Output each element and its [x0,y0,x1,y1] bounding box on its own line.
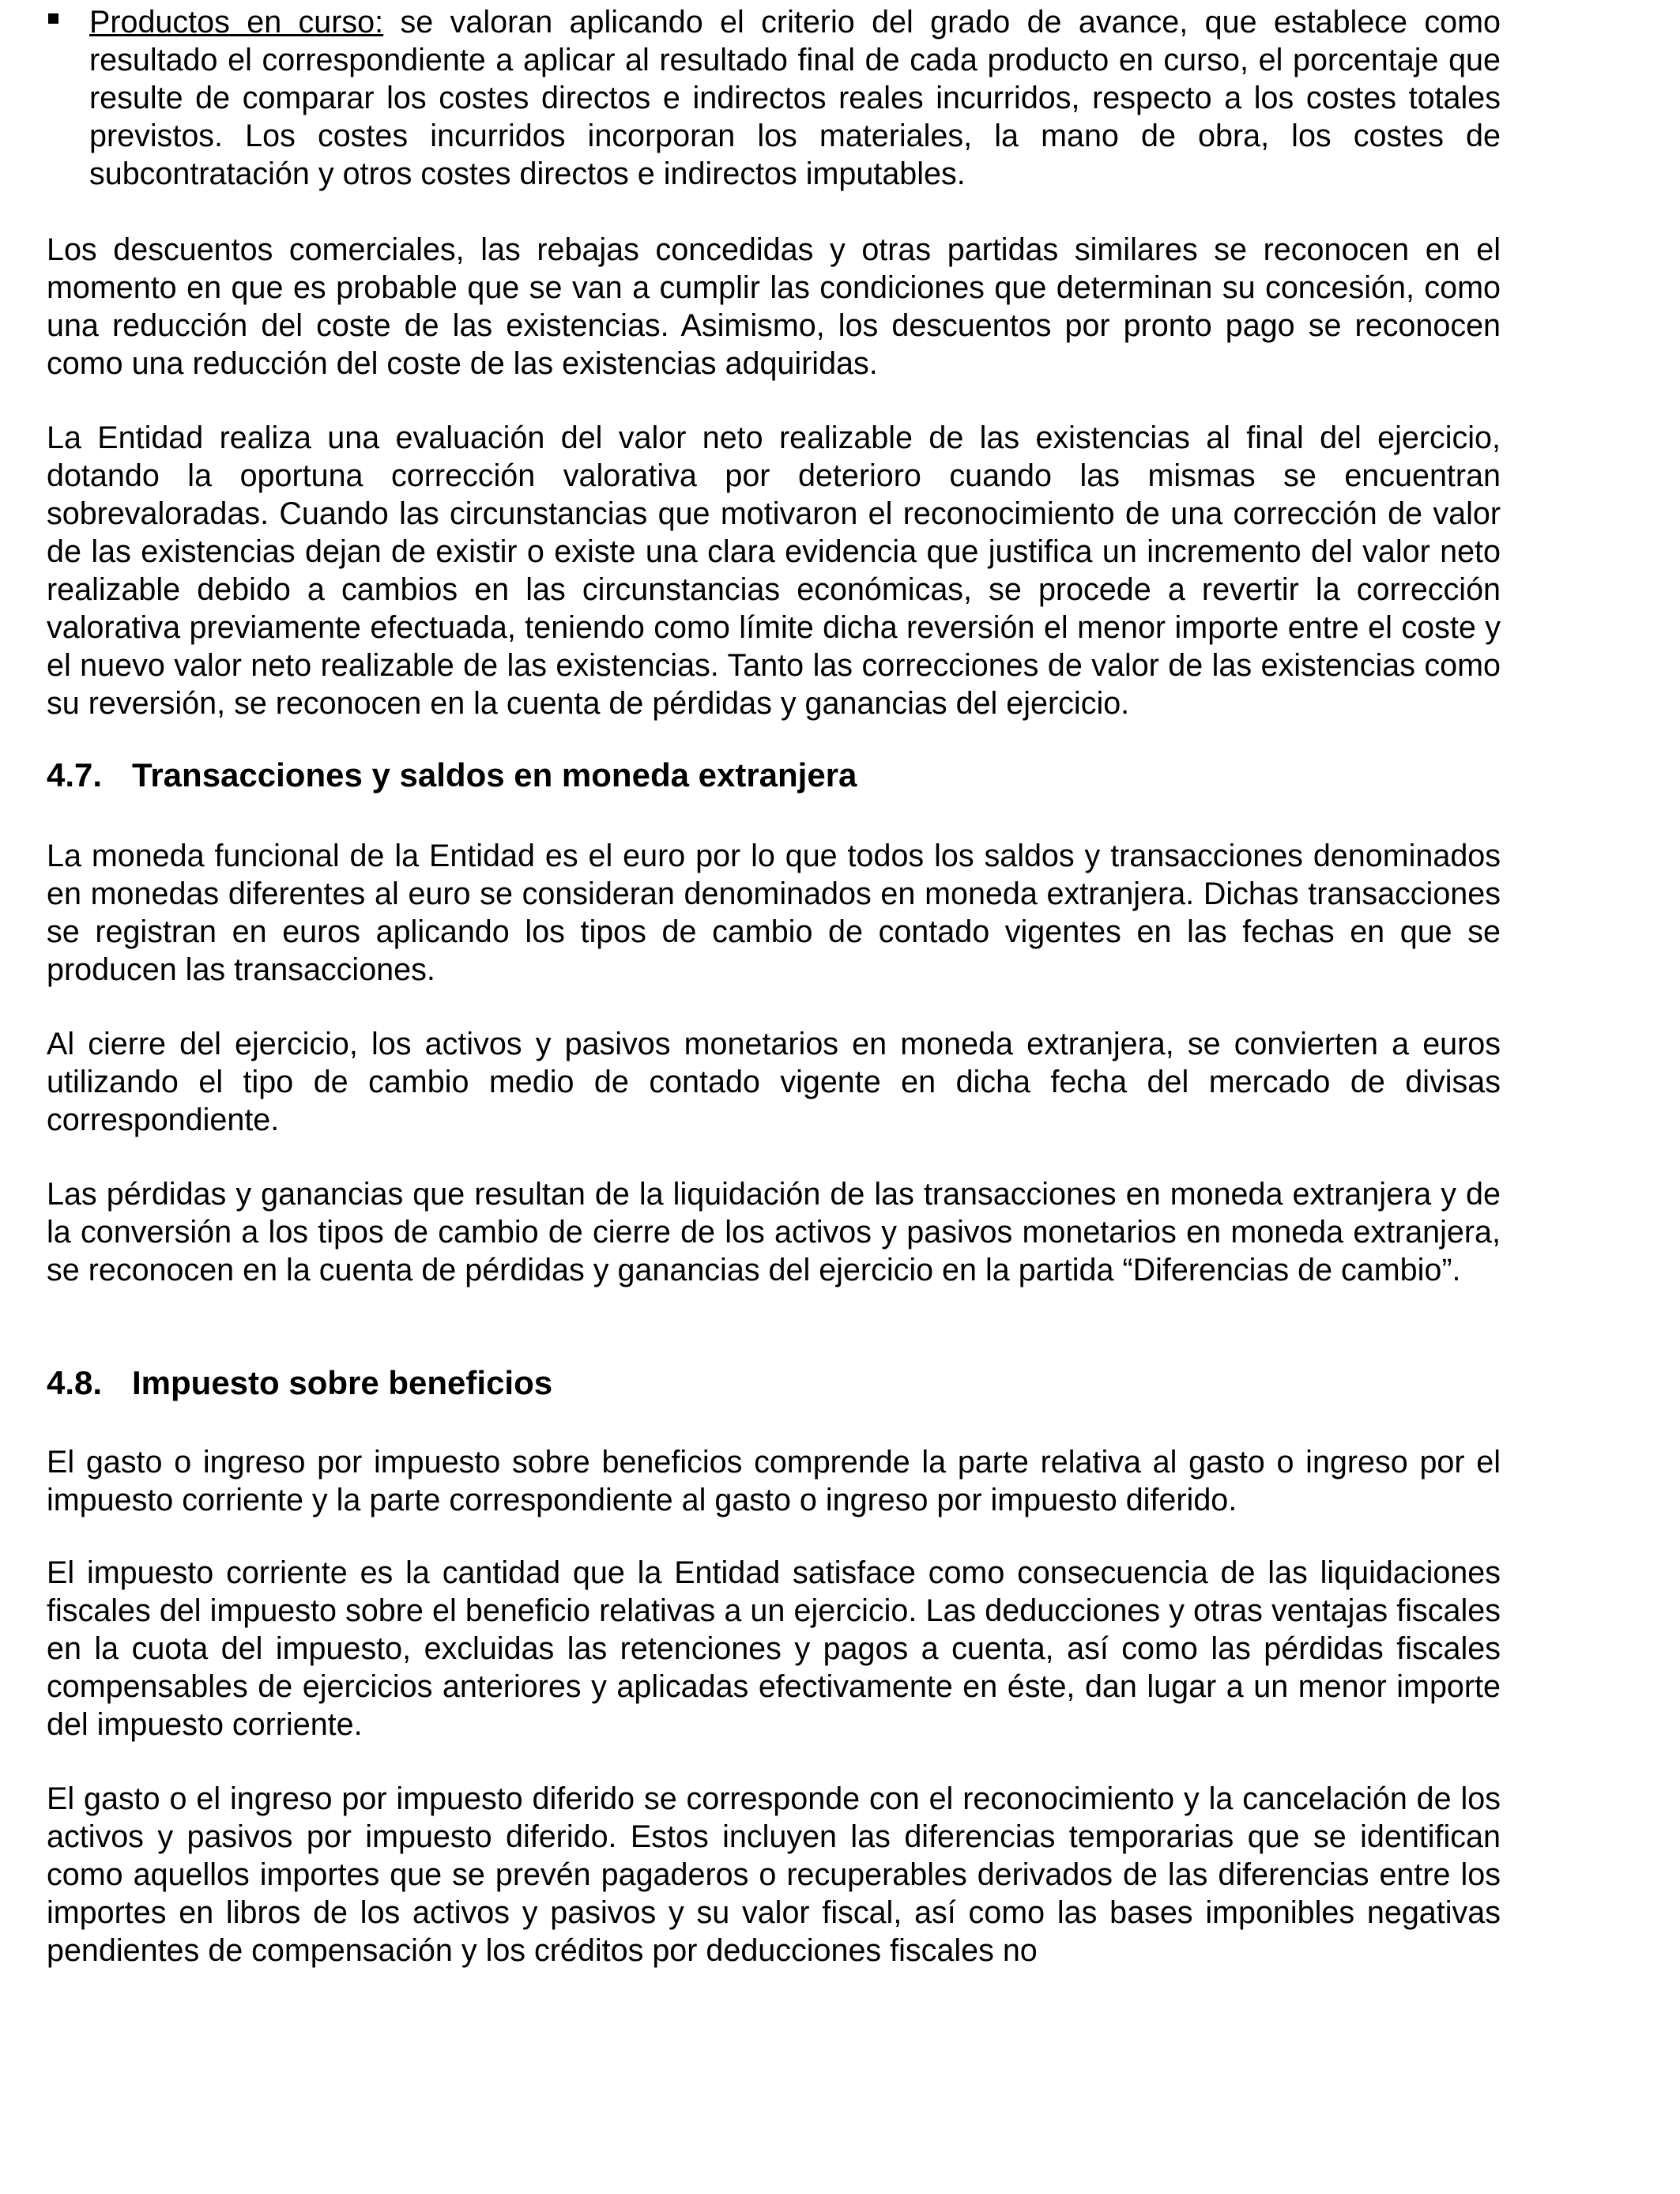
paragraph-impuesto-diferido: El gasto o el ingreso por impuesto diferido se corresponde con el reconocimiento y la cancelación de los activos y pasivos por impuesto diferido. Estos incluyen las diferencias temporarias que se identifican como aquellos importes que se prevén pagaderos o recuperables derivados de las diferencias entre los importes en libros de los activos y pasivos y su valor fiscal, así como las bases imponibles negativas pendientes de compensación y los créditos por deducciones fiscales no [47,1781,1501,1968]
paragraph-impuesto-corriente: El impuesto corriente es la cantidad que la Entidad satisface como consecuencia de las liquidaciones fiscales del impuesto sobre el beneficio relativas a un ejercicio. Las deducciones y otras ventajas fiscales en la cuota del impuesto, excluidas las retenciones y pagos a cuenta, así como las pérdidas fiscales compensables de ejercicios anteriores y aplicadas efectivamente en éste, dan lugar a un menor importe del impuesto corriente. [47,1555,1501,1742]
section-title: Transacciones y saldos en moneda extranjera [132,756,857,794]
section-heading-4-8 [47,1363,552,1404]
section-heading-4-7 [47,755,857,796]
paragraph-perdidas-ganancias: Las pérdidas y ganancias que resultan de la liquidación de las transacciones en moneda extranjera y de la conversión a los tipos de cambio de cierre de los activos y pasivos monetarios en moneda extranjera, se reconocen en la cuenta de pérdidas y ganancias del ejercicio en la partida “Diferencias de cambio”. [47,1177,1501,1287]
section-number: 4.7. [47,756,103,794]
square-bullet-icon [48,13,58,24]
paragraph-valor-neto-realizable: La Entidad realiza una evaluación del valor neto realizable de las existencias al final del ejercicio, dotando la oportuna corrección valorativa por deterioro cuando las mismas se encuentran sobrevaloradas. Cuando las circunstancias que motivaron el reconocimiento de una corrección de valor de las existencias dejan de existir o existe una clara evidencia que justifica un incremento del valor neto realizable debido a cambios en las circunstancias económicas, se procede a revertir la corrección valorativa previamente efectuada, teniendo como límite dicha reversión el menor importe entre el coste y el nuevo valor neto realizable de las existencias. Tanto las correcciones de valor de las existencias como su reversión, se reconocen en la cuenta de pérdidas y ganancias del ejercicio. [47,420,1501,721]
paragraph-gasto-ingreso: El gasto o ingreso por impuesto sobre beneficios comprende la parte relativa al gasto o ingreso por el impuesto corriente y la parte correspondiente al gasto o ingreso por impuesto diferido. [47,1445,1501,1517]
paragraph-moneda-funcional: La moneda funcional de la Entidad es el euro por lo que todos los saldos y transacciones denominados en monedas diferentes al euro se consideran denominados en moneda extranjera. Dichas transacciones se registran en euros aplicando los tipos de cambio de contado vigentes en las fechas en que se producen las transacciones. [47,839,1501,987]
paragraph-cierre-ejercicio: Al cierre del ejercicio, los activos y pasivos monetarios en moneda extranjera, se convierten a euros utilizando el tipo de cambio medio de contado vigente en dicha fecha del mercado de divisas correspondiente. [47,1027,1501,1137]
paragraph-descuentos: Los descuentos comerciales, las rebajas concedidas y otras partidas similares se reconocen en el momento en que es probable que se van a cumplir las condiciones que determinan su concesión, como una reducción del coste de las existencias. Asimismo, los descuentos por pronto pago se reconocen como una reducción del coste de las existencias adquiridas. [47,232,1501,381]
bullet-text [89,3,1501,193]
bullet-body: se valoran aplicando el criterio del grado de avance, que establece como resultado el correspondiente a aplicar al resultado final de cada producto en curso, el porcentaje que resulte de comparar los costes directos e indirectos reales incurridos, respecto a los costes totales previstos. Los costes incurridos incorporan los materiales, la mano de obra, los costes de subcontratación y otros costes directos e indirectos imputables. [89,5,1501,191]
section-title: Impuesto sobre beneficios [132,1364,553,1401]
section-number: 4.8. [47,1364,103,1401]
bullet-label: Productos en curso: [89,5,384,40]
